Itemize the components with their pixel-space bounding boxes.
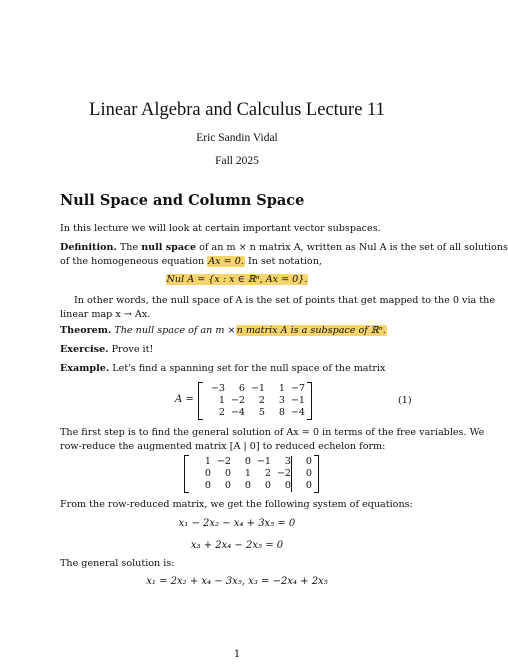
equation-1: x₁ − 2x₂ − x₄ + 3x₅ = 0: [178, 518, 296, 529]
lecture-title: Linear Algebra and Calculus Lecture 11: [89, 100, 385, 120]
exercise-label: Exercise.: [60, 344, 109, 355]
reduced-matrix-cell: 1: [244, 468, 251, 479]
reduced-matrix-cell: 0: [291, 456, 312, 468]
matrix-a: [198, 382, 312, 420]
reduced-matrix-cell: 0: [244, 480, 251, 491]
example-label: Example.: [60, 363, 110, 374]
exercise-line: [60, 343, 153, 356]
reduced-matrix-row: [191, 456, 312, 468]
definition-line2-b: In set notation,: [247, 256, 322, 267]
definition-line-2: [60, 255, 322, 268]
reduced-matrix-cell: 0: [291, 468, 312, 480]
exercise-text: Prove it!: [111, 344, 154, 355]
step1-line-2: row-reduce the augmented matrix [A | 0] to reduced echelon form:: [60, 441, 386, 452]
general-solution-intro: The general solution is:: [60, 558, 175, 569]
reduced-matrix-cell: 1: [204, 456, 211, 467]
general-solution: x₁ = 2x₂ + x₄ − 3x₅, x₃ = −2x₄ + 2x₅: [146, 576, 328, 587]
example-text: Let's find a spanning set for the null space of the matrix: [112, 363, 386, 374]
theorem-highlight: n matrix A is a subspace of ℝⁿ.: [236, 325, 386, 336]
matrix-a-cell: 5: [258, 407, 265, 418]
definition-text-a: The: [119, 242, 139, 253]
matrix-a-cell: 1: [218, 395, 225, 406]
theorem-text-a: The null space of an m ×: [114, 325, 236, 336]
definition-label: Definition.: [60, 242, 117, 253]
matrix-a-cell: −1: [250, 383, 265, 394]
intro-paragraph: In this lecture we will look at certain important vector subspaces.: [60, 223, 381, 234]
definition-line-1: [60, 241, 508, 254]
set-notation-line: [0, 273, 474, 286]
matrix-a-body: [198, 382, 312, 420]
definition-line2-a: of the homogeneous equation: [60, 256, 205, 267]
reduced-matrix-cell: 0: [224, 480, 231, 491]
theorem-line: [60, 324, 387, 337]
reduced-matrix-cell: −2: [276, 468, 291, 479]
matrix-a-cell: 8: [278, 407, 285, 418]
system-intro: From the row-reduced matrix, we get the following system of equations:: [60, 499, 413, 510]
other-words-line-2: linear map x → Ax.: [60, 309, 151, 320]
reduced-matrix-cell: 0: [244, 456, 251, 467]
matrix-a-cell: −1: [290, 395, 305, 406]
reduced-matrix-cell: 3: [284, 456, 291, 467]
matrix-a-cell: 1: [278, 383, 285, 394]
matrix-a-cell: −4: [290, 407, 305, 418]
reduced-matrix-cell: 0: [224, 468, 231, 479]
matrix-a-cell: 2: [258, 395, 265, 406]
term-date: Fall 2025: [215, 155, 259, 167]
example-line: [60, 362, 385, 375]
reduced-matrix-cell: −2: [216, 456, 231, 467]
reduced-matrix-row: [191, 468, 312, 480]
author-name: Eric Sandin Vidal: [196, 132, 278, 144]
matrix-a-row: [205, 407, 305, 419]
matrix-a-row: [205, 395, 305, 407]
definition-text-b: of an m × n matrix A, written as Nul A is the set of all solutions: [199, 242, 508, 253]
equation-2: x₃ + 2x₄ − 2x₅ = 0: [190, 540, 284, 551]
matrix-a-cell: −2: [230, 395, 245, 406]
matrix-a-cell: 2: [218, 407, 225, 418]
null-space-set-notation: Nul A = {x : x ∈ ℝⁿ, Ax = 0}.: [166, 274, 308, 285]
other-words-line-1: In other words, the null space of A is the set of points that get mapped to the 0 via the: [74, 295, 496, 306]
definition-term: null space: [141, 242, 197, 253]
matrix-a-cell: −3: [210, 383, 225, 394]
reduced-matrix-cell: 0: [204, 480, 211, 491]
step1-line-1: The first step is to find the general solution of Ax = 0 in terms of the free variables. We: [60, 427, 485, 438]
reduced-matrix-row: [191, 480, 312, 492]
matrix-a-cell: −7: [290, 383, 305, 394]
reduced-matrix-cell: 2: [264, 468, 271, 479]
matrix-a-cell: 6: [238, 383, 245, 394]
equation-number: (1): [398, 395, 412, 406]
reduced-matrix-cell: 0: [284, 480, 291, 491]
reduced-matrix-cell: −1: [256, 456, 271, 467]
matrix-a-cell: 3: [278, 395, 285, 406]
reduced-matrix-cell: 0: [204, 468, 211, 479]
reduced-matrix: [184, 455, 319, 493]
page-number: 1: [233, 649, 241, 660]
homogeneous-equation-highlight: Ax = 0.: [208, 256, 244, 267]
theorem-label: Theorem.: [60, 325, 112, 336]
matrix-a-label: A =: [175, 394, 194, 405]
reduced-matrix-body: [184, 455, 319, 493]
section-heading: Null Space and Column Space: [60, 192, 305, 209]
matrix-a-cell: −4: [230, 407, 245, 418]
matrix-a-row: [205, 383, 305, 395]
reduced-matrix-cell: 0: [264, 480, 271, 491]
reduced-matrix-cell: 0: [291, 480, 312, 492]
